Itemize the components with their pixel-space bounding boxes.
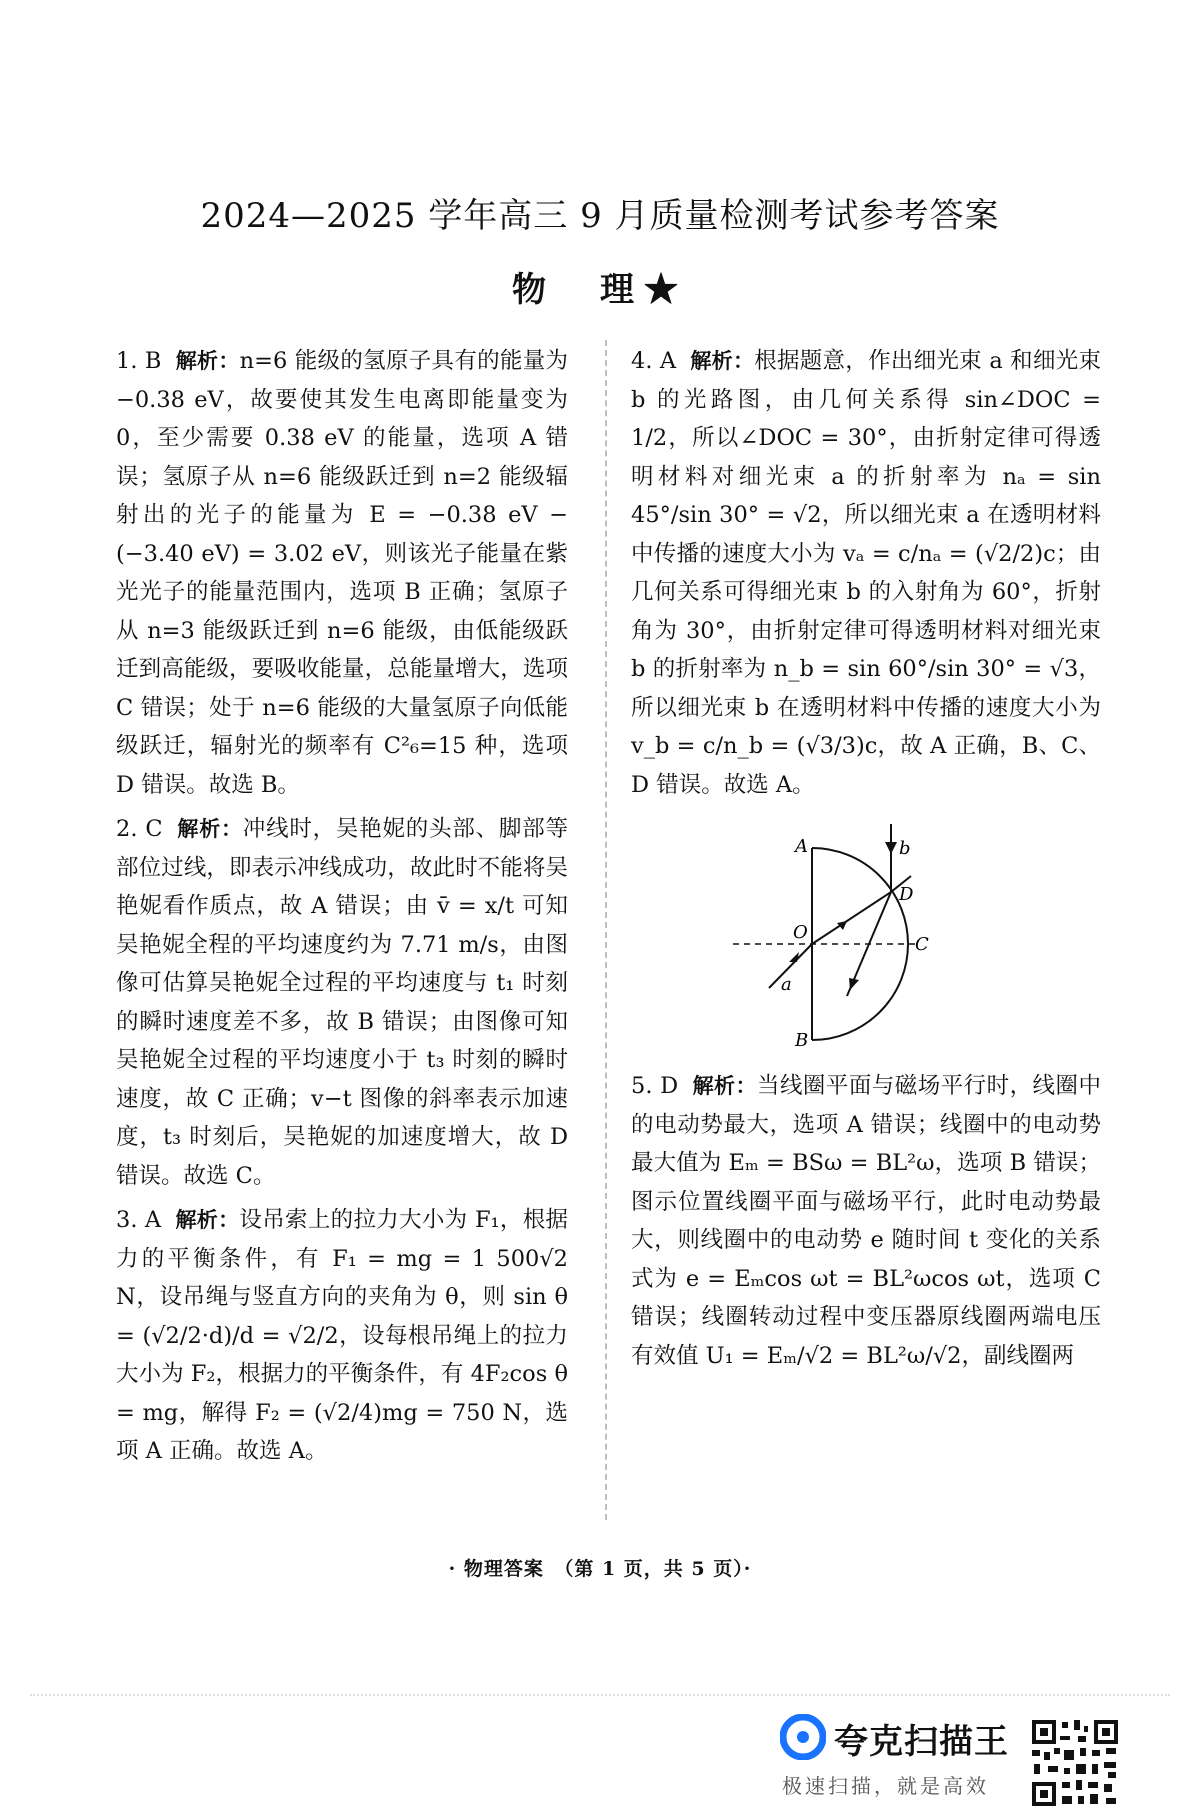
document-title: 2024—2025 学年高三 9 月质量检测考试参考答案 [200,196,1000,236]
answer-5-number: 5. D [631,1073,679,1099]
answer-2-text: 冲线时，吴艳妮的头部、脚部等部位过线，即表示冲线成功，故此时不能将吴艳妮看作质点，故 A 错误；由 v̄ = x/t 可知吴艳妮全程的平均速度约为 7.71 m/s，由图像可估算吴艳妮全过程的平均速度与 t₁ 时刻的瞬时速度差不多，故 B 错误；由图像可知吴艳妮全过程的平均速度小于 t₃ 时刻的瞬时速度，故 C 正确；v−t 图像的斜率表示加速度，t₃ 时刻后，吴艳妮的加速度增大，故 D 错误。故选 C。 [116,816,568,1189]
answer-3-text: 设吊索上的拉力大小为 F₁，根据力的平衡条件，有 F₁ = mg = 1 500√2 N，设吊绳与竖直方向的夹角为 θ，则 sin θ = (√2/2·d)/d = √2/2，设每根吊绳上的拉力大小为 F₂，根据力的平衡条件，有 4F₂cos θ = mg，解得 F₂ = (√2/4)mg = 750 N，选项 A 正确。故选 A。 [116,1207,569,1464]
answer-5 [631,1067,1101,1375]
qr-code-icon [1030,1718,1120,1808]
answer-5-text: 当线圈平面与磁场平行时，线圈中的电动势最大，选项 A 错误；线圈中的电动势最大值为 Eₘ = BSω = BL²ω，选项 B 错误；图示位置线圈平面与磁场平行，此时电动势最大，则线圈中的电动势 e 随时间 t 变化的关系式为 e = Eₘcos ωt = BL²ωcos ωt，选项 C 错误；线圈转动过程中变压器原线圈两端电压有效值 U₁ = Eₘ/√2 = BL²ω/√2，副线圈两 [631,1073,1101,1369]
label-o-point: O [793,922,808,943]
light-path-figure [719,818,959,1053]
right-column [631,342,1101,1377]
answer-3-number: 3. A [116,1207,162,1233]
column-divider [605,340,607,1520]
answer-2 [116,810,568,1195]
analysis-tag: 解析： [692,1074,757,1098]
answer-2-number: 2. C [116,816,163,842]
analysis-tag: 解析： [175,349,240,373]
answer-1-text: n=6 能级的氢原子具有的能量为 −0.38 eV，故要使其发生电离即能量变为 0，至少需要 0.38 eV 的能量，选项 A 错误；氢原子从 n=6 能级跃迁到 n=2 能级辐射出的光子的能量为 E = −0.38 eV − (−3.40 eV) = 3.02 eV，则该光子能量在紫光光子的能量范围内，选项 B 正确；氢原子从 n=3 能级跃迁到 n=6 能级，由低能级跃迁到高能级，要吸收能量，总能量增大，选项 C 错误；处于 n=6 能级的大量氢原子向低能级跃迁，辐射光的频率有 C²₆=15 种，选项 D 错误。故选 B。 [116,348,569,798]
scanner-watermark [780,1710,1030,1800]
scan-separator [30,1694,1170,1696]
left-column [116,342,568,1473]
answer-4 [631,342,1101,804]
analysis-tag: 解析： [176,817,243,841]
label-b-point: B [795,1030,809,1051]
answer-1-number: 1. B [116,348,162,374]
label-c-point: C [915,934,929,955]
answer-3 [116,1201,568,1471]
arrow-icon [849,978,859,990]
answer-4-number: 4. A [631,348,677,374]
label-d-point: D [899,884,914,905]
subject-title: 物 理★ [512,270,688,310]
brand-name: 夸克扫描王 [834,1722,1009,1762]
quark-logo-icon [780,1714,826,1760]
analysis-tag: 解析： [690,349,755,373]
answer-1 [116,342,568,804]
arrow-icon [789,952,799,962]
page-footer: · 物理答案 （第 1 页，共 5 页）· [448,1558,752,1580]
brand-slogan: 极速扫描，就是高效 [782,1774,989,1798]
label-a-ray: a [781,974,792,995]
answer-4-text: 根据题意，作出细光束 a 和细光束 b 的光路图，由几何关系得 sin∠DOC = 1/2，所以∠DOC = 30°，由折射定律可得透明材料对细光束 a 的折射率为 nₐ = sin 45°/sin 30° = √2，所以细光束 a 在透明材料中传播的速度大小为 vₐ = c/nₐ = (√2/2)c；由几何关系可得细光束 b 的入射角为 60°，折射角为 30°，由折射定律可得透明材料对细光束 b 的折射率为 n_b = sin 60°/sin 30° = √3，所以细光束 b 在透明材料中传播的速度大小为 v_b = c/n_b = (√3/3)c，故 A 正确，B、C、D 错误。故选 A。 [631,348,1101,798]
analysis-tag: 解析： [175,1208,240,1232]
arrow-icon [885,842,897,854]
label-a-point: A [795,836,808,857]
label-b-ray: b [899,838,911,859]
